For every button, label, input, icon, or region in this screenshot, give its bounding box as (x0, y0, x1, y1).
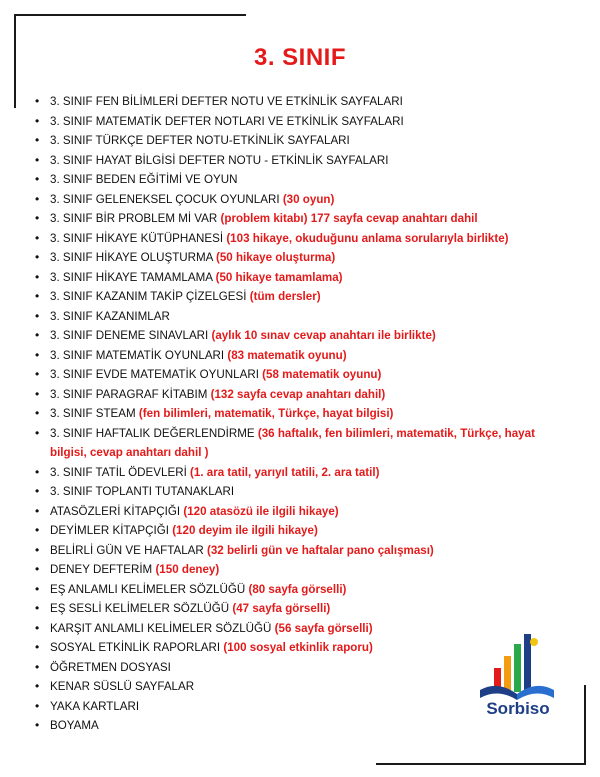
logo-book-right (517, 686, 554, 700)
list-item-text: YAKA KARTLARI (50, 699, 140, 713)
list-item-note: (132 sayfa cevap anahtarı dahil) (210, 387, 386, 401)
list-item-text: BOYAMA (50, 719, 99, 732)
frame-corner-top-left-h (14, 14, 246, 16)
list-item-text: 3. SINIF EVDE MATEMATİK OYUNLARI (50, 368, 263, 381)
list-item-text: 3. SINIF HAFTALIK DEĞERLENDİRME (50, 426, 258, 440)
list-item-text: 3. SINIF DENEME SINAVLARI (50, 329, 212, 342)
list-item (32, 248, 572, 268)
list-item-text: 3. SINIF GELENEKSEL ÇOCUK OYUNLARI (50, 192, 283, 206)
list-item-text: EŞ ANLAMLI KELİMELER SÖZLÜĞÜ (50, 582, 249, 596)
list-item (32, 482, 572, 502)
page-title: 3. SINIF (253, 44, 347, 71)
list-item-note: (58 matematik oyunu) (262, 368, 382, 381)
list-item-text: 3. SINIF KAZANIMLAR (50, 309, 170, 323)
logo-bar-orange (504, 656, 511, 692)
list-item-note: (problem kitabı) 177 sayfa cevap anahtarı dahil (220, 212, 478, 225)
list-item-note: (120 deyim ile ilgili hikaye) (172, 524, 318, 537)
list-item-text: 3. SINIF KAZANIM TAKİP ÇİZELGESİ (50, 290, 250, 303)
list-item-text: 3. SINIF TÜRKÇE DEFTER NOTU-ETKİNLİK SAYFALARI (50, 134, 350, 147)
list-item-note: (83 matematik oyunu) (227, 348, 347, 362)
frame-corner-bottom-right-v (584, 685, 586, 765)
logo-book-left (480, 686, 517, 700)
list-item (32, 268, 572, 288)
list-item (32, 502, 572, 522)
list-item-text: 3. SINIF PARAGRAF KİTABIM (50, 387, 211, 401)
list-item-text: EŞ SESLİ KELİMELER SÖZLÜĞÜ (50, 602, 233, 615)
list-item-text: ATASÖZLERİ KİTAPÇIĞI (50, 504, 184, 518)
list-item-note: (tüm dersler) (249, 290, 321, 303)
list-item (32, 170, 572, 190)
list-item-text: 3. SINIF STEAM (50, 407, 139, 420)
list-item-text: 3. SINIF FEN BİLİMLERİ DEFTER NOTU VE ETKİNLİK SAYFALARI (50, 95, 403, 108)
list-item-text: ÖĞRETMEN DOSYASI (50, 660, 171, 674)
list-item-text: 3. SINIF HİKAYE TAMAMLAMA (50, 270, 216, 284)
list-item-text: 3. SINIF HİKAYE KÜTÜPHANESİ (50, 231, 227, 245)
list-item-text: 3. SINIF BEDEN EĞİTİMİ VE OYUN (50, 173, 238, 186)
list-item-note: (120 atasözü ile ilgili hikaye) (183, 504, 339, 518)
list-item-note: (36 haftalık, fen bilimleri, matematik, Türkçe, hayat bilgisi, cevap anahtarı dahil ) (50, 426, 535, 459)
list-item-note: (47 sayfa görselli) (232, 602, 331, 615)
list-item (32, 112, 572, 132)
logo-dot (530, 638, 538, 646)
list-item-text: SOSYAL ETKİNLİK RAPORLARI (50, 641, 224, 654)
list-item-note: (1. ara tatil, yarıyıl tatili, 2. ara tatil) (190, 465, 380, 479)
list-item-text: 3. SINIF HAYAT BİLGİSİ DEFTER NOTU - ETKİNLİK SAYFALARI (50, 153, 389, 167)
list-item (32, 131, 572, 151)
list-item-note: (103 hikaye, okuduğunu anlama sorularıyla birlikte) (226, 231, 509, 245)
list-item-text: KENAR SÜSLÜ SAYFALAR (50, 680, 195, 693)
list-item (32, 365, 572, 385)
list-item-note: (50 hikaye tamamlama) (215, 270, 343, 284)
list-item (32, 541, 572, 561)
logo-bar-green (514, 644, 521, 692)
list-item (32, 151, 572, 171)
frame-corner-bottom-right-h (376, 763, 586, 765)
list-item (32, 463, 572, 483)
list-item (32, 560, 572, 580)
list-item (32, 287, 572, 307)
list-item-note: (50 hikaye oluşturma) (216, 251, 336, 264)
list-item (32, 404, 572, 424)
list-item (32, 307, 572, 327)
list-item (32, 424, 572, 463)
list-item (32, 92, 572, 112)
logo-bar-blue (524, 634, 531, 692)
list-item-note: (30 oyun) (282, 192, 335, 206)
list-item (32, 521, 572, 541)
list-item-text: 3. SINIF MATEMATİK DEFTER NOTLARI VE ETKİNLİK SAYFALARI (50, 114, 404, 128)
list-item-text: 3. SINIF BİR PROBLEM Mİ VAR (50, 212, 221, 225)
list-item (32, 385, 572, 405)
list-item (32, 190, 572, 210)
list-item-text: BELİRLİ GÜN VE HAFTALAR (50, 543, 207, 557)
list-item-text: 3. SINIF TOPLANTI TUTANAKLARI (50, 485, 235, 498)
list-item-note: (80 sayfa görselli) (248, 582, 347, 596)
list-item-text: 3. SINIF MATEMATİK OYUNLARI (50, 348, 228, 362)
list-item-text: DEYİMLER KİTAPÇIĞI (50, 524, 173, 537)
list-item-note: (fen bilimleri, matematik, Türkçe, hayat bilgisi) (138, 407, 394, 420)
list-item-note: (56 sayfa görselli) (274, 621, 373, 635)
list-item-note: (100 sosyal etkinlik raporu) (223, 641, 373, 654)
list-item (32, 346, 572, 366)
list-item-text: 3. SINIF HİKAYE OLUŞTURMA (50, 251, 216, 264)
list-item-note: (aylık 10 sınav cevap anahtarı ile birlikte) (211, 329, 436, 342)
list-item (32, 229, 572, 249)
list-item-note: (150 deney) (155, 563, 220, 576)
list-item-text: 3. SINIF TATİL ÖDEVLERİ (50, 465, 191, 479)
list-item (32, 209, 572, 229)
list-item (32, 326, 572, 346)
list-item (32, 580, 572, 600)
list-item-note: (32 belirli gün ve haftalar pano çalışması) (207, 543, 434, 557)
brand-name: Sorbiso (486, 699, 550, 718)
list-item-text: DENEY DEFTERİM (50, 563, 156, 576)
list-item (32, 599, 572, 619)
list-item-text: KARŞIT ANLAMLI KELİMELER SÖZLÜĞÜ (50, 621, 275, 635)
